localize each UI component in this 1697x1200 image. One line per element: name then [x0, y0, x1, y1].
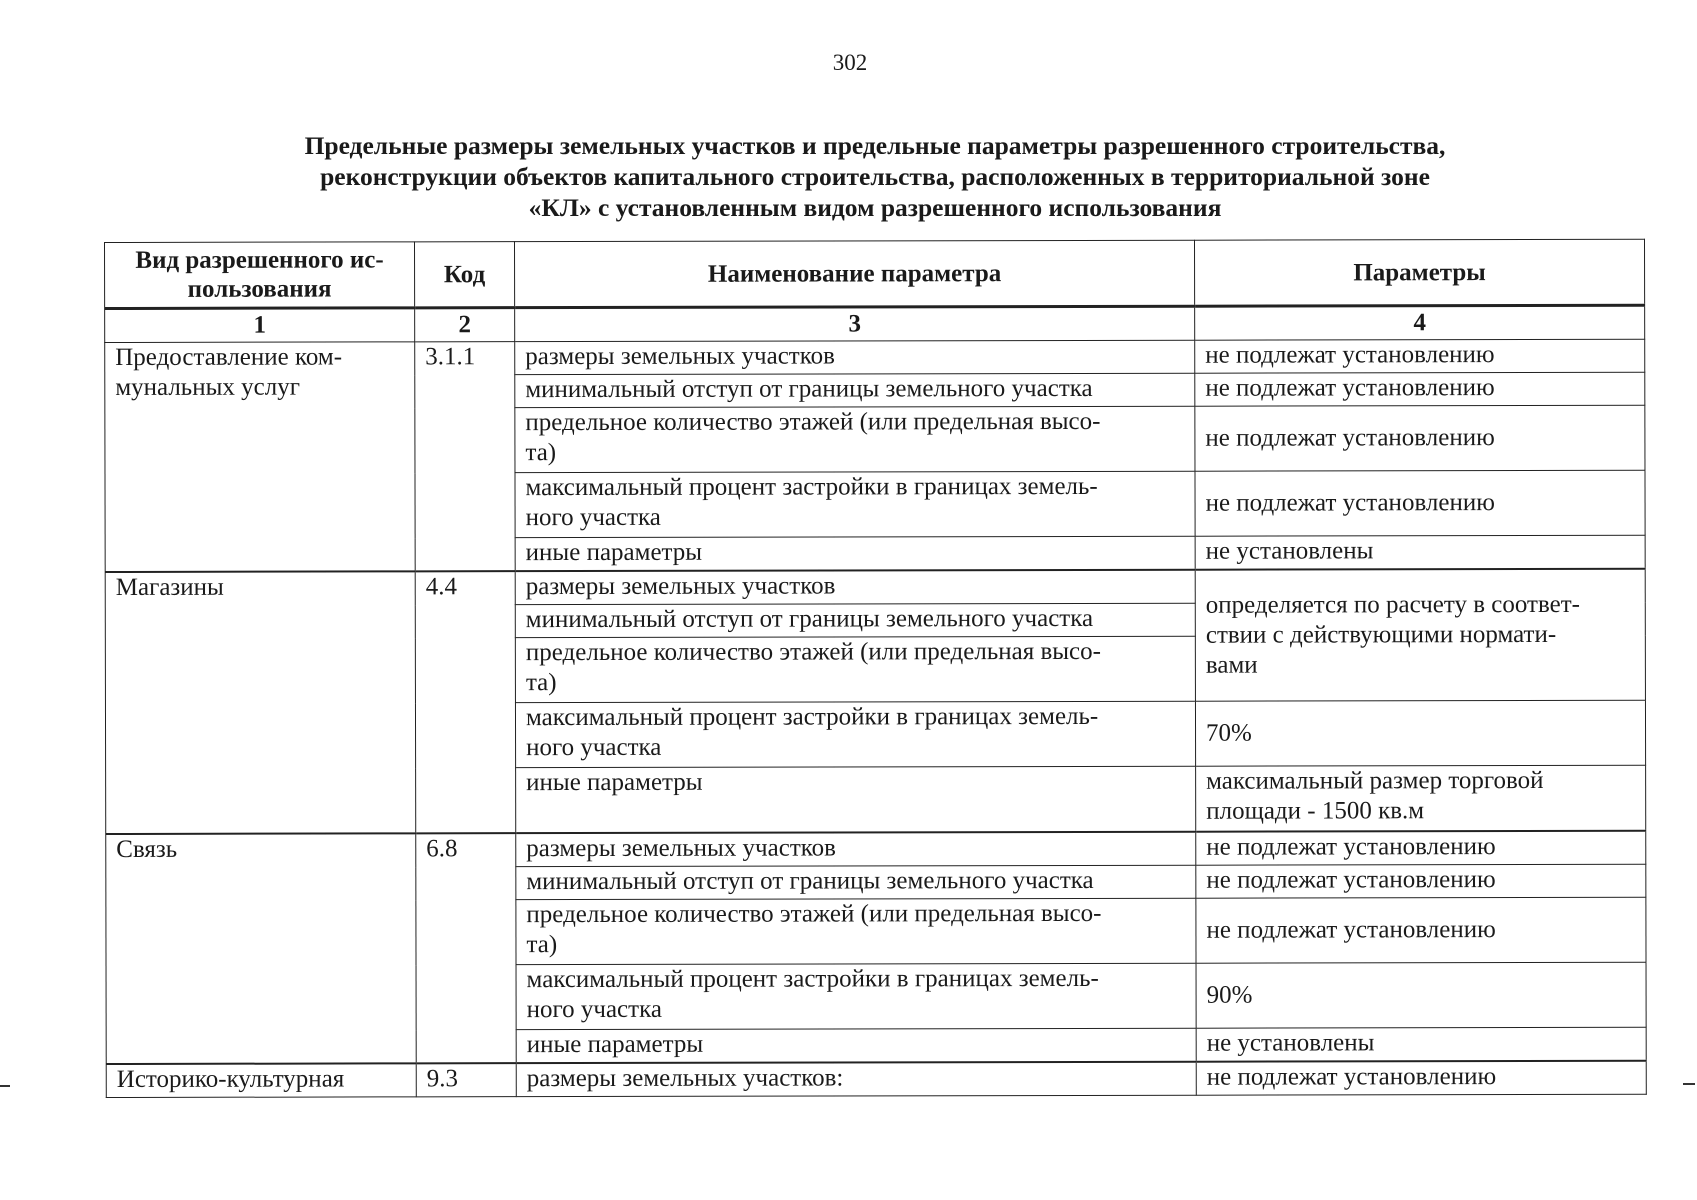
document-title — [140, 130, 1610, 223]
table-header-row — [105, 239, 1645, 308]
param-name-cell: предельное количество этажей (или предельная высо- та) — [515, 406, 1195, 472]
param-value-cell: не подлежат установлению — [1196, 831, 1646, 865]
column-number: 4 — [1195, 305, 1645, 340]
table-row — [106, 831, 1646, 868]
param-name-cell: иные параметры — [516, 766, 1196, 833]
param-name-cell: иные параметры — [516, 1028, 1196, 1063]
header-parameters: Параметры — [1194, 239, 1644, 306]
header-code: Код — [415, 242, 515, 308]
header-use-type: Вид разрешенного ис- пользования — [105, 242, 415, 309]
param-value-cell: не подлежат установлению — [1195, 372, 1645, 406]
param-name-cell: максимальный процент застройки в границах земель- ного участка — [515, 701, 1195, 767]
header-parameter-name: Наименование параметра — [515, 240, 1195, 307]
param-value-cell: не подлежат установлению — [1195, 339, 1645, 373]
use-type-cell: Предоставление ком- мунальных услуг — [105, 342, 415, 572]
param-value-cell: максимальный размер торговой площади - 1500 кв.м — [1196, 765, 1646, 831]
use-type-cell: Магазины — [105, 571, 416, 834]
param-value-cell: не подлежат установлению — [1195, 405, 1645, 471]
table-row — [106, 1061, 1646, 1098]
column-number-row — [105, 305, 1645, 342]
param-value-cell: не подлежат установлению — [1196, 897, 1646, 963]
code-cell: 3.1.1 — [415, 342, 515, 572]
param-name-cell: иные параметры — [515, 536, 1195, 571]
title-line-1: Предельные размеры земельных участков и предельные параметры разрешенного строительства, — [304, 131, 1446, 160]
param-value-cell: не подлежат установлению — [1196, 864, 1646, 898]
param-name-cell: максимальный процент застройки в границах земель- ного участка — [516, 963, 1196, 1029]
parameters-table — [104, 239, 1647, 1098]
param-name-cell: минимальный отступ от границы земельного участка — [515, 373, 1195, 407]
title-line-3: «КЛ» с установленным видом разрешенного использования — [528, 193, 1222, 222]
param-name-cell: размеры земельных участков: — [516, 1062, 1196, 1097]
code-cell: 4.4 — [415, 571, 516, 833]
param-name-cell: предельное количество этажей (или предельная высо- та) — [516, 898, 1196, 964]
param-value-cell: не установлены — [1196, 1027, 1646, 1061]
param-value-cell: не подлежат установлению — [1195, 470, 1645, 536]
column-number: 3 — [515, 306, 1195, 341]
use-type-cell: Историко-культурная — [106, 1063, 416, 1097]
param-value-cell: 70% — [1195, 700, 1645, 766]
use-type-cell: Связь — [106, 833, 416, 1064]
title-line-2: реконструкции объектов капитального строительства, расположенных в территориальной зоне — [320, 162, 1430, 191]
param-name-cell: размеры земельных участков — [515, 340, 1195, 374]
merged-value-cell: определяется по расчету в соответ- ствии с действующими нормати- вами — [1195, 569, 1645, 701]
code-cell: 6.8 — [416, 833, 516, 1063]
table-row — [105, 339, 1645, 375]
param-name-cell: максимальный процент застройки в границах земель- ного участка — [515, 471, 1195, 537]
param-value-cell: не установлены — [1195, 535, 1645, 569]
param-value-cell: не подлежат установлению — [1196, 1061, 1646, 1095]
param-name-cell: предельное количество этажей (или предельная высо- та) — [515, 636, 1195, 702]
margin-mark-right — [1683, 1083, 1695, 1085]
column-number: 1 — [105, 308, 415, 343]
margin-mark-left — [0, 1085, 10, 1087]
column-number: 2 — [415, 308, 515, 342]
code-cell: 9.3 — [416, 1063, 516, 1097]
param-value-cell: 90% — [1196, 962, 1646, 1028]
param-name-cell: минимальный отступ от границы земельного участка — [516, 865, 1196, 899]
page-number: 302 — [832, 50, 868, 75]
param-name-cell: размеры земельных участков — [515, 570, 1195, 605]
table-row — [105, 569, 1645, 606]
param-name-cell: размеры земельных участков — [516, 832, 1196, 867]
param-name-cell: минимальный отступ от границы земельного участка — [515, 603, 1195, 637]
table-container — [104, 239, 1646, 1098]
